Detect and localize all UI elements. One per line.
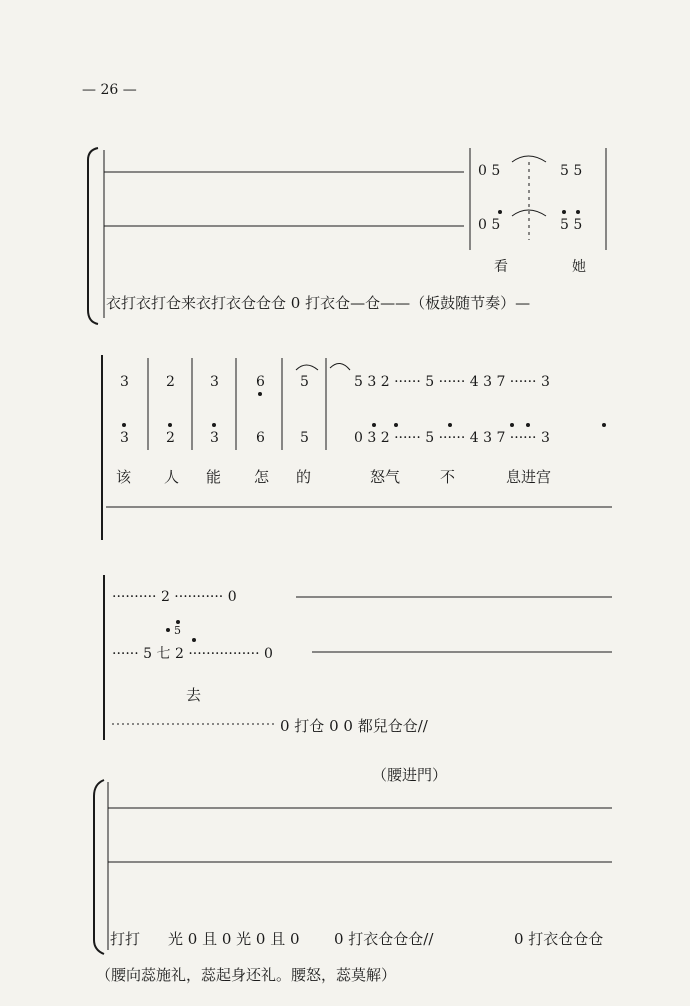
percussion-d: 0 打衣仓仓仓 (514, 930, 604, 948)
percussion-b: 光 0 且 0 光 0 且 0 (168, 930, 300, 948)
note-lower: 3 (210, 430, 219, 446)
lyric: 息进宫 (506, 468, 552, 486)
note-lower: 0 3 2 ······ 5 ······ 4 3 7 ······ 3 (354, 430, 550, 446)
percussion-c: 0 打衣仓仓仓// (334, 930, 434, 948)
lyric: 的 (296, 468, 312, 486)
lyric: 该 (116, 468, 132, 486)
grace-note: 5 (174, 624, 181, 637)
note-lower: 5 (300, 430, 309, 446)
lyric-2: 她 (572, 259, 586, 275)
note-lower-1: 0 5 (478, 217, 501, 233)
note-upper: 6 (256, 374, 265, 390)
note-lower: ······ 5 七 2 ················ 0 (112, 646, 273, 662)
lyric-1: 看 (494, 259, 508, 275)
percussion-a: 打打 (110, 930, 141, 948)
note-upper: 3 (210, 374, 219, 390)
note-upper: 2 (166, 374, 175, 390)
note-upper: 5 (300, 374, 309, 390)
lyric: 能 (206, 468, 222, 486)
stage-direction: （腰进門） (372, 766, 448, 784)
note-upper-1: 0 5 (478, 163, 501, 179)
note-upper: 3 (120, 374, 129, 390)
lyric: 怒气 (370, 468, 401, 486)
percussion-line: 衣打衣打仓来衣打衣仓仓仓 0 打衣仓—仓——（板鼓随节奏）— (106, 294, 531, 312)
lyric: 去 (186, 686, 202, 704)
stage-direction: （腰向蕊施礼，蕊起身还礼。腰怒，蕊莫解） (96, 966, 397, 984)
lyric: 不 (440, 468, 456, 486)
note-upper: ·········· 2 ··········· 0 (112, 589, 237, 605)
percussion-line: 0 打仓 0 0 都兒仓仓// (280, 717, 428, 735)
page-number: — 26 — (82, 82, 137, 98)
note-upper: 5 3 2 ······ 5 ······ 4 3 7 ······ 3 (354, 374, 550, 390)
note-lower-2: 5 5 (560, 217, 583, 233)
note-upper-2: 5 5 (560, 163, 583, 179)
lyric: 怎 (254, 468, 270, 486)
lyric: 人 (164, 468, 180, 486)
note-lower: 6 (256, 430, 265, 446)
note-lower: 2 (166, 430, 175, 446)
note-lower: 3 (120, 430, 129, 446)
